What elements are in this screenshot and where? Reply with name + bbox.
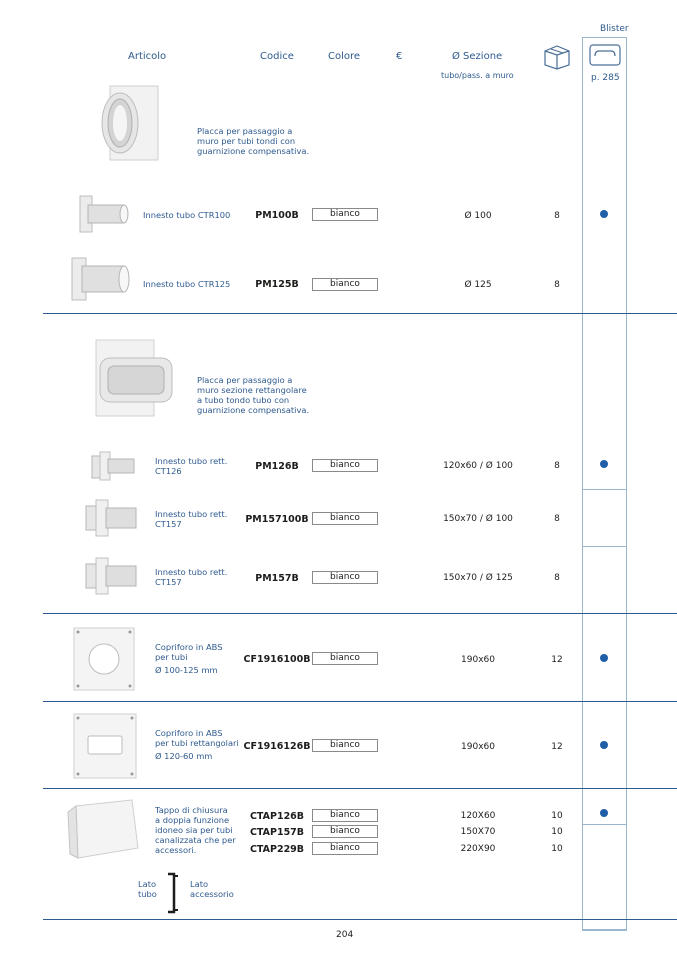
quantity-value: 8	[554, 211, 560, 221]
wall-plate-round-image	[96, 84, 160, 162]
product-code: CF1916126B	[243, 741, 311, 752]
sezione-header: Ø Sezione	[452, 51, 503, 62]
blister-separator	[582, 489, 627, 490]
quantity-value: 12	[551, 655, 563, 665]
lato-tubo-label: Lato tubo	[138, 879, 157, 899]
product-code: CF1916100B	[243, 654, 311, 665]
color-field: bianco	[312, 459, 378, 472]
rect-connector-image	[88, 450, 138, 482]
product-code: PM125B	[255, 279, 299, 290]
product-code: CTAP126B	[249, 811, 305, 822]
blister-dot	[600, 741, 608, 749]
section-value: 120X60	[460, 811, 496, 821]
group-divider	[43, 613, 677, 614]
blister-separator	[582, 930, 627, 931]
cover-plate-round-image	[72, 626, 136, 692]
wall-plate-rect-image	[94, 338, 176, 418]
product-name: Innesto tubo CTR100	[143, 210, 231, 220]
color-field: bianco	[312, 278, 378, 291]
rect-connector-image	[82, 556, 140, 596]
product-code: PM157100B	[245, 514, 309, 525]
quantity-value: 10	[551, 827, 563, 837]
articolo-header: Articolo	[128, 51, 167, 62]
product-name: Innesto tubo rett. CT157	[155, 509, 228, 529]
section-value: 120x60 / Ø 100	[443, 461, 513, 471]
section-value: Ø 125	[464, 280, 492, 290]
group5-description: Tappo di chiusura a doppia funzione idoneo sia per tubi canalizzata che per accessori.	[155, 805, 236, 855]
quantity-value: 8	[554, 461, 560, 471]
euro-header: €	[396, 51, 403, 62]
group-divider	[43, 919, 677, 920]
group3-description: Copriforo in ABS per tubi Ø 100-125 mm	[155, 642, 223, 675]
section-value: 150x70 / Ø 125	[443, 573, 513, 583]
quantity-value: 10	[551, 844, 563, 854]
blister-dot	[600, 809, 608, 817]
box-icon	[543, 44, 571, 70]
group4-description: Copriforo in ABS per tubi rettangolari Ø 120-60 mm	[155, 728, 239, 761]
color-field: bianco	[312, 512, 378, 525]
product-code: PM100B	[255, 210, 299, 221]
color-field: bianco	[312, 809, 378, 822]
blister-header: Blister	[600, 24, 629, 34]
product-code: CTAP157B	[249, 827, 305, 838]
group-divider	[43, 788, 677, 789]
blister-dot	[600, 460, 608, 468]
group2-description: Placca per passaggio a muro sezione rettangolare a tubo tondo tubo con guarnizione compensativa.	[197, 375, 310, 415]
cover-plate-rect-image	[72, 712, 138, 780]
sezione-subheader: tubo/pass. a muro	[441, 71, 514, 80]
product-code: CTAP229B	[249, 844, 305, 855]
blister-separator	[582, 546, 627, 547]
section-value: 220X90	[460, 844, 496, 854]
quantity-value: 8	[554, 280, 560, 290]
blister-dot	[600, 210, 608, 218]
quantity-value: 8	[554, 573, 560, 583]
section-value: Ø 100	[464, 211, 492, 221]
color-field: bianco	[312, 842, 378, 855]
section-value: 150x70 / Ø 100	[443, 514, 513, 524]
product-code: PM157B	[255, 573, 299, 584]
blister-hook-icon	[589, 44, 621, 66]
codice-header: Codice	[260, 51, 294, 62]
blister-page-ref: p. 285	[591, 73, 620, 83]
color-field: bianco	[312, 652, 378, 665]
round-connector-image	[68, 256, 130, 302]
colore-header: Colore	[328, 51, 361, 62]
rect-connector-image	[82, 498, 140, 538]
quantity-value: 10	[551, 811, 563, 821]
blister-dot	[600, 654, 608, 662]
page-number: 204	[336, 930, 354, 940]
section-value: 190x60	[461, 655, 495, 665]
product-code: PM126B	[255, 461, 299, 472]
product-name: Innesto tubo rett. CT126	[155, 456, 228, 476]
lato-accessorio-label: Lato accessorio	[190, 879, 234, 899]
quantity-value: 8	[554, 514, 560, 524]
group1-description: Placca per passaggio a muro per tubi tondi con guarnizione compensativa.	[197, 126, 310, 156]
color-field: bianco	[312, 571, 378, 584]
section-value: 190x60	[461, 742, 495, 752]
color-field: bianco	[312, 825, 378, 838]
round-connector-image	[74, 194, 128, 234]
end-cap-image	[66, 798, 140, 860]
quantity-value: 12	[551, 742, 563, 752]
color-field: bianco	[312, 739, 378, 752]
end-cap-profile-icon	[166, 872, 180, 914]
product-name: Innesto tubo CTR125	[143, 279, 231, 289]
group-divider	[43, 701, 677, 702]
blister-column	[582, 37, 627, 930]
group-divider	[43, 313, 677, 314]
blister-separator	[582, 824, 627, 825]
color-field: bianco	[312, 208, 378, 221]
product-name: Innesto tubo rett. CT157	[155, 567, 228, 587]
section-value: 150X70	[460, 827, 496, 837]
